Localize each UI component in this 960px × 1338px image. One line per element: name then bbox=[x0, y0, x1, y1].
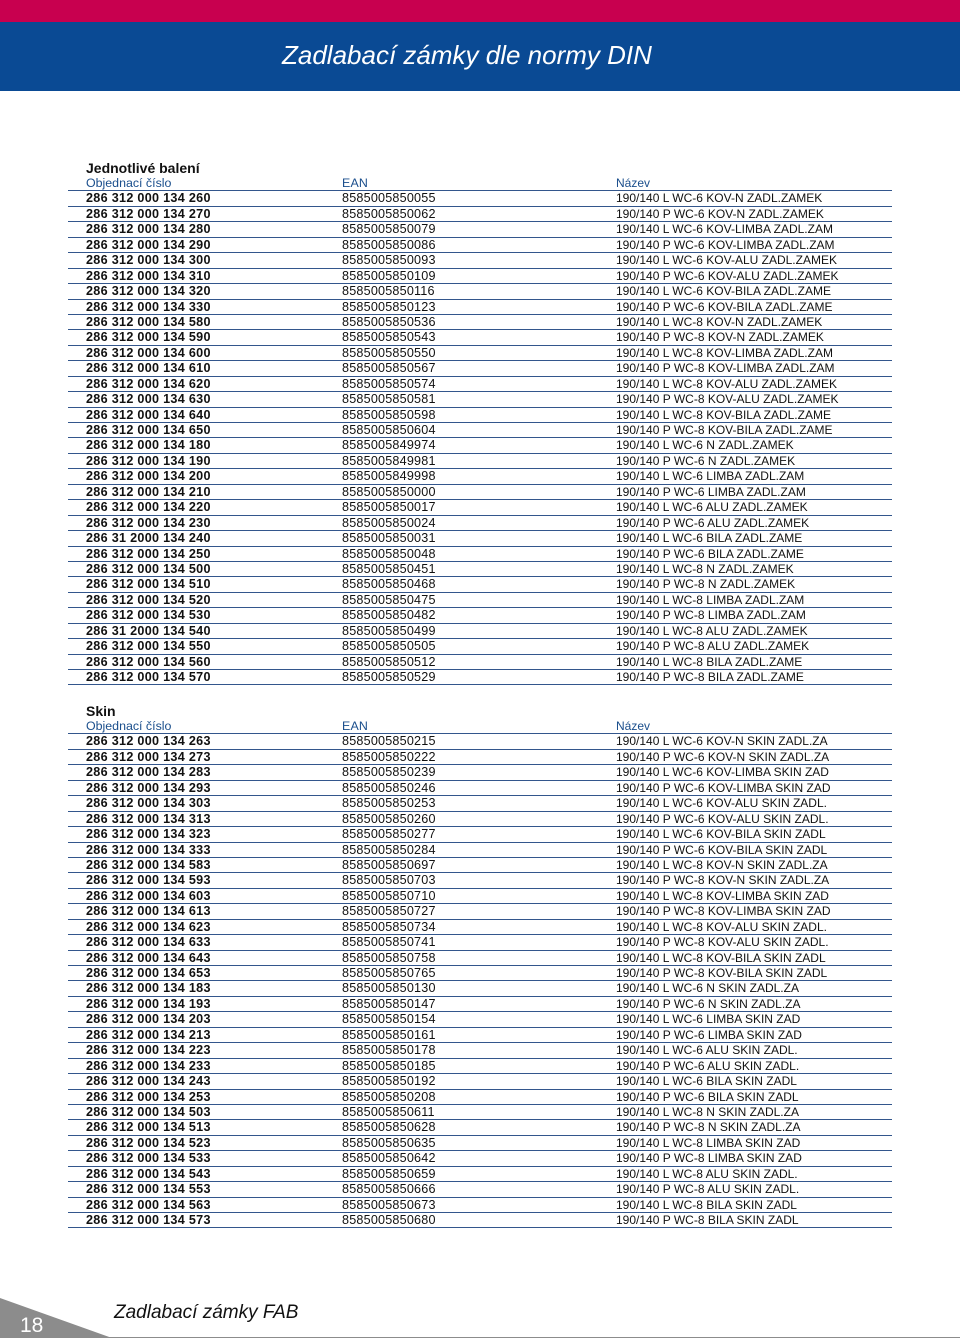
cell-name: 190/140 P WC-8 KOV-ALU SKIN ZADL. bbox=[616, 935, 829, 950]
cell-name: 190/140 L WC-8 KOV-ALU SKIN ZADL. bbox=[616, 919, 827, 934]
cell-name: 190/140 L WC-8 BILA ZADL.ZAME bbox=[616, 654, 803, 669]
cell-order-number: 286 312 000 134 303 bbox=[86, 796, 211, 811]
table-row bbox=[68, 750, 892, 765]
table-row bbox=[68, 1074, 892, 1089]
cell-ean: 8585005850031 bbox=[342, 531, 436, 546]
table-row bbox=[68, 547, 892, 562]
cell-order-number: 286 312 000 134 260 bbox=[86, 191, 211, 206]
cell-name: 190/140 L WC-6 LIMBA ZADL.ZAM bbox=[616, 469, 805, 484]
table-row bbox=[68, 500, 892, 515]
table-row bbox=[68, 812, 892, 827]
cell-ean: 8585005850505 bbox=[342, 639, 436, 654]
cell-name: 190/140 P WC-6 KOV-ALU SKIN ZADL. bbox=[616, 811, 829, 826]
cell-name: 190/140 L WC-8 BILA SKIN ZADL bbox=[616, 1197, 797, 1212]
cell-order-number: 286 312 000 134 640 bbox=[86, 407, 211, 422]
cell-order-number: 286 312 000 134 310 bbox=[86, 268, 211, 283]
table-row bbox=[68, 1105, 892, 1120]
table-row bbox=[68, 981, 892, 996]
table-row bbox=[68, 191, 892, 206]
cell-order-number: 286 312 000 134 560 bbox=[86, 654, 211, 669]
cell-name: 190/140 L WC-6 KOV-LIMBA SKIN ZAD bbox=[616, 765, 829, 780]
table-row bbox=[68, 624, 892, 639]
cell-name: 190/140 P WC-6 KOV-ALU ZADL.ZAMEK bbox=[616, 268, 839, 283]
table-row bbox=[68, 765, 892, 780]
page-title: Zadlabací zámky dle normy DIN bbox=[282, 40, 652, 70]
cell-order-number: 286 312 000 134 203 bbox=[86, 1012, 211, 1027]
section-title: Skin bbox=[86, 703, 116, 719]
cell-ean: 8585005850147 bbox=[342, 996, 436, 1011]
cell-name: 190/140 P WC-8 KOV-N SKIN ZADL.ZA bbox=[616, 873, 830, 888]
cell-name: 190/140 P WC-6 N ZADL.ZAMEK bbox=[616, 453, 796, 468]
cell-ean: 8585005849998 bbox=[342, 469, 436, 484]
cell-order-number: 286 312 000 134 223 bbox=[86, 1043, 211, 1058]
cell-ean: 8585005850154 bbox=[342, 1012, 436, 1027]
table-header bbox=[68, 719, 892, 734]
col-name: Název bbox=[616, 176, 651, 190]
cell-name: 190/140 P WC-6 KOV-LIMBA SKIN ZAD bbox=[616, 780, 831, 795]
cell-ean: 8585005850468 bbox=[342, 577, 436, 592]
cell-order-number: 286 312 000 134 613 bbox=[86, 904, 211, 919]
cell-ean: 8585005850628 bbox=[342, 1120, 436, 1135]
cell-name: 190/140 L WC-6 BILA ZADL.ZAME bbox=[616, 531, 803, 546]
cell-ean: 8585005850055 bbox=[342, 191, 436, 206]
table-row bbox=[68, 1059, 892, 1074]
cell-ean: 8585005850451 bbox=[342, 561, 436, 576]
cell-ean: 8585005850567 bbox=[342, 361, 436, 376]
cell-ean: 8585005850741 bbox=[342, 935, 436, 950]
cell-ean: 8585005850550 bbox=[342, 345, 436, 360]
table-row bbox=[68, 670, 892, 685]
table-row bbox=[68, 1182, 892, 1197]
cell-name: 190/140 P WC-6 KOV-BILA ZADL.ZAME bbox=[616, 299, 833, 314]
table-body bbox=[68, 734, 892, 1228]
cell-order-number: 286 312 000 134 630 bbox=[86, 392, 211, 407]
cell-name: 190/140 L WC-6 KOV-LIMBA ZADL.ZAM bbox=[616, 222, 833, 237]
cell-ean: 8585005850680 bbox=[342, 1213, 436, 1227]
cell-ean: 8585005850093 bbox=[342, 253, 436, 268]
cell-name: 190/140 L WC-6 BILA SKIN ZADL bbox=[616, 1074, 797, 1089]
cell-name: 190/140 L WC-6 KOV-BILA ZADL.ZAME bbox=[616, 284, 831, 299]
cell-order-number: 286 312 000 134 593 bbox=[86, 873, 211, 888]
cell-ean: 8585005850000 bbox=[342, 484, 436, 499]
cell-name: 190/140 L WC-6 KOV-N SKIN ZADL.ZA bbox=[616, 734, 828, 749]
cell-order-number: 286 312 000 134 320 bbox=[86, 284, 211, 299]
cell-name: 190/140 L WC-8 KOV-BILA ZADL.ZAME bbox=[616, 407, 831, 422]
cell-ean: 8585005850178 bbox=[342, 1043, 436, 1058]
cell-name: 190/140 P WC-8 KOV-LIMBA SKIN ZAD bbox=[616, 904, 831, 919]
table-row bbox=[68, 781, 892, 796]
cell-name: 190/140 L WC-8 KOV-N SKIN ZADL.ZA bbox=[616, 857, 828, 872]
cell-name: 190/140 L WC-6 KOV-ALU ZADL.ZAMEK bbox=[616, 253, 837, 268]
table-row bbox=[68, 889, 892, 904]
cell-order-number: 286 312 000 134 550 bbox=[86, 639, 211, 654]
table-header bbox=[68, 176, 892, 191]
table-row bbox=[68, 1151, 892, 1166]
cell-ean: 8585005850697 bbox=[342, 857, 436, 872]
cell-order-number: 286 312 000 134 643 bbox=[86, 950, 211, 965]
cell-order-number: 286 312 000 134 583 bbox=[86, 857, 211, 872]
cell-order-number: 286 312 000 134 250 bbox=[86, 546, 211, 561]
cell-ean: 8585005850079 bbox=[342, 222, 436, 237]
cell-ean: 8585005850604 bbox=[342, 423, 436, 437]
cell-ean: 8585005850574 bbox=[342, 376, 436, 391]
cell-name: 190/140 P WC-6 KOV-N SKIN ZADL.ZA bbox=[616, 749, 830, 764]
table-body bbox=[68, 191, 892, 685]
table-row bbox=[68, 858, 892, 873]
cell-name: 190/140 P WC-8 KOV-ALU ZADL.ZAMEK bbox=[616, 392, 839, 407]
table-row bbox=[68, 966, 892, 981]
table-row bbox=[68, 1213, 892, 1228]
footer-tab bbox=[0, 1298, 112, 1338]
cell-name: 190/140 L WC-8 LIMBA ZADL.ZAM bbox=[616, 592, 805, 607]
table-row bbox=[68, 562, 892, 577]
cell-order-number: 286 312 000 134 313 bbox=[86, 811, 211, 826]
table-row bbox=[68, 253, 892, 268]
cell-ean: 8585005850277 bbox=[342, 827, 436, 842]
cell-order-number: 286 312 000 134 650 bbox=[86, 423, 211, 437]
cell-ean: 8585005850260 bbox=[342, 811, 436, 826]
table-row bbox=[68, 330, 892, 345]
table-row bbox=[68, 300, 892, 315]
cell-ean: 8585005850499 bbox=[342, 623, 436, 638]
cell-ean: 8585005849974 bbox=[342, 438, 436, 453]
cell-name: 190/140 P WC-8 ALU ZADL.ZAMEK bbox=[616, 639, 810, 654]
cell-name: 190/140 L WC-8 KOV-LIMBA ZADL.ZAM bbox=[616, 345, 833, 360]
cell-ean: 8585005850666 bbox=[342, 1182, 436, 1197]
cell-name: 190/140 L WC-8 ALU ZADL.ZAMEK bbox=[616, 623, 808, 638]
cell-ean: 8585005850635 bbox=[342, 1135, 436, 1150]
cell-name: 190/140 P WC-8 ALU SKIN ZADL. bbox=[616, 1182, 800, 1197]
cell-order-number: 286 312 000 134 300 bbox=[86, 253, 211, 268]
table-row bbox=[68, 951, 892, 966]
page-number: 18 bbox=[20, 1314, 44, 1337]
table-row bbox=[68, 920, 892, 935]
cell-ean: 8585005850062 bbox=[342, 206, 436, 221]
cell-ean: 8585005850253 bbox=[342, 796, 436, 811]
table-row bbox=[68, 531, 892, 546]
cell-order-number: 286 312 000 134 200 bbox=[86, 469, 211, 484]
cell-name: 190/140 P WC-6 N SKIN ZADL.ZA bbox=[616, 996, 801, 1011]
cell-order-number: 286 312 000 134 503 bbox=[86, 1104, 211, 1119]
cell-order-number: 286 312 000 134 270 bbox=[86, 206, 211, 221]
table-row bbox=[68, 1028, 892, 1043]
table-row bbox=[68, 904, 892, 919]
cell-ean: 8585005850543 bbox=[342, 330, 436, 345]
cell-ean: 8585005850048 bbox=[342, 546, 436, 561]
cell-name: 190/140 L WC-8 ALU SKIN ZADL. bbox=[616, 1166, 798, 1181]
cell-ean: 8585005850598 bbox=[342, 407, 436, 422]
cell-name: 190/140 P WC-6 ALU ZADL.ZAMEK bbox=[616, 515, 810, 530]
cell-ean: 8585005850116 bbox=[342, 284, 435, 299]
table-row bbox=[68, 843, 892, 858]
cell-name: 190/140 P WC-6 LIMBA ZADL.ZAM bbox=[616, 484, 806, 499]
col-order-number: Objednací číslo bbox=[86, 719, 172, 733]
cell-ean: 8585005850284 bbox=[342, 842, 436, 857]
cell-name: 190/140 P WC-6 KOV-BILA SKIN ZADL bbox=[616, 842, 828, 857]
footer-title: Zadlabací zámky FAB bbox=[114, 1302, 299, 1323]
cell-order-number: 286 312 000 134 233 bbox=[86, 1058, 211, 1073]
cell-name: 190/140 P WC-8 KOV-LIMBA ZADL.ZAM bbox=[616, 361, 835, 376]
cell-order-number: 286 312 000 134 533 bbox=[86, 1151, 211, 1166]
cell-order-number: 286 312 000 134 573 bbox=[86, 1213, 211, 1227]
cell-order-number: 286 312 000 134 210 bbox=[86, 484, 211, 499]
cell-order-number: 286 312 000 134 330 bbox=[86, 299, 211, 314]
cell-order-number: 286 312 000 134 580 bbox=[86, 314, 211, 329]
table-row bbox=[68, 361, 892, 376]
table-row bbox=[68, 997, 892, 1012]
table-row bbox=[68, 392, 892, 407]
section-title: Jednotlivé balení bbox=[86, 160, 200, 176]
cell-ean: 8585005850161 bbox=[342, 1027, 436, 1042]
table-row bbox=[68, 469, 892, 484]
cell-order-number: 286 312 000 134 510 bbox=[86, 577, 211, 592]
cell-order-number: 286 312 000 134 590 bbox=[86, 330, 211, 345]
cell-name: 190/140 L WC-8 N ZADL.ZAMEK bbox=[616, 561, 794, 576]
cell-name: 190/140 P WC-6 BILA SKIN ZADL bbox=[616, 1089, 799, 1104]
cell-ean: 8585005850109 bbox=[342, 268, 436, 283]
col-ean: EAN bbox=[342, 719, 369, 733]
cell-name: 190/140 P WC-6 BILA ZADL.ZAME bbox=[616, 546, 804, 561]
cell-ean: 8585005850024 bbox=[342, 515, 436, 530]
cell-ean: 8585005850758 bbox=[342, 950, 436, 965]
cell-order-number: 286 312 000 134 530 bbox=[86, 608, 211, 623]
table-row bbox=[68, 238, 892, 253]
table-row bbox=[68, 608, 892, 623]
cell-order-number: 286 312 000 134 290 bbox=[86, 237, 211, 252]
table-row bbox=[68, 1120, 892, 1135]
table-row bbox=[68, 639, 892, 654]
cell-ean: 8585005850611 bbox=[342, 1104, 435, 1119]
table-row bbox=[68, 734, 892, 749]
table-row bbox=[68, 1167, 892, 1182]
cell-ean: 8585005850192 bbox=[342, 1074, 436, 1089]
cell-ean: 8585005850482 bbox=[342, 608, 436, 623]
page-header bbox=[0, 22, 960, 91]
cell-name: 190/140 L WC-6 ALU ZADL.ZAMEK bbox=[616, 500, 808, 515]
table-row bbox=[68, 346, 892, 361]
table-row bbox=[68, 516, 892, 531]
cell-name: 190/140 P WC-8 KOV-BILA ZADL.ZAME bbox=[616, 423, 833, 437]
table-row bbox=[68, 796, 892, 811]
table-row bbox=[68, 593, 892, 608]
cell-name: 190/140 L WC-8 LIMBA SKIN ZAD bbox=[616, 1135, 801, 1150]
cell-order-number: 286 312 000 134 333 bbox=[86, 842, 211, 857]
cell-order-number: 286 312 000 134 213 bbox=[86, 1027, 211, 1042]
table-row bbox=[68, 1012, 892, 1027]
cell-name: 190/140 L WC-8 KOV-LIMBA SKIN ZAD bbox=[616, 888, 829, 903]
cell-ean: 8585005850017 bbox=[342, 500, 436, 515]
cell-ean: 8585005850765 bbox=[342, 966, 436, 980]
cell-name: 190/140 L WC-6 LIMBA SKIN ZAD bbox=[616, 1012, 801, 1027]
table-row bbox=[68, 655, 892, 670]
cell-order-number: 286 312 000 134 280 bbox=[86, 222, 211, 237]
cell-order-number: 286 312 000 134 603 bbox=[86, 888, 211, 903]
cell-name: 190/140 P WC-6 LIMBA SKIN ZAD bbox=[616, 1027, 802, 1042]
cell-name: 190/140 L WC-8 KOV-N ZADL.ZAMEK bbox=[616, 314, 823, 329]
table-row bbox=[68, 1136, 892, 1151]
cell-name: 190/140 P WC-8 BILA ZADL.ZAME bbox=[616, 670, 804, 684]
table-row bbox=[68, 1090, 892, 1105]
cell-order-number: 286 312 000 134 500 bbox=[86, 561, 211, 576]
cell-order-number: 286 312 000 134 520 bbox=[86, 592, 211, 607]
cell-order-number: 286 312 000 134 570 bbox=[86, 670, 211, 684]
cell-ean: 8585005850659 bbox=[342, 1166, 436, 1181]
table-row bbox=[68, 454, 892, 469]
cell-ean: 8585005850536 bbox=[342, 314, 436, 329]
cell-name: 190/140 P WC-8 BILA SKIN ZADL bbox=[616, 1213, 799, 1227]
cell-ean: 8585005850703 bbox=[342, 873, 436, 888]
table-row bbox=[68, 222, 892, 237]
table-row bbox=[68, 408, 892, 423]
cell-order-number: 286 31 2000 134 540 bbox=[86, 623, 211, 638]
cell-name: 190/140 P WC-6 KOV-LIMBA ZADL.ZAM bbox=[616, 237, 835, 252]
cell-order-number: 286 312 000 134 543 bbox=[86, 1166, 211, 1181]
cell-name: 190/140 P WC-6 KOV-N ZADL.ZAMEK bbox=[616, 206, 824, 221]
table-row bbox=[68, 269, 892, 284]
cell-order-number: 286 312 000 134 243 bbox=[86, 1074, 211, 1089]
table-row bbox=[68, 438, 892, 453]
cell-ean: 8585005850512 bbox=[342, 654, 436, 669]
table-row bbox=[68, 284, 892, 299]
cell-name: 190/140 L WC-8 KOV-BILA SKIN ZADL bbox=[616, 950, 826, 965]
table-row bbox=[68, 485, 892, 500]
table-row bbox=[68, 827, 892, 842]
table-row bbox=[68, 377, 892, 392]
cell-name: 190/140 P WC-8 LIMBA SKIN ZAD bbox=[616, 1151, 802, 1166]
table-row bbox=[68, 935, 892, 950]
col-order-number: Objednací číslo bbox=[86, 176, 172, 190]
cell-order-number: 286 312 000 134 633 bbox=[86, 935, 211, 950]
cell-name: 190/140 P WC-8 N ZADL.ZAMEK bbox=[616, 577, 796, 592]
cell-name: 190/140 L WC-6 N SKIN ZADL.ZA bbox=[616, 981, 799, 996]
cell-name: 190/140 P WC-8 KOV-N ZADL.ZAMEK bbox=[616, 330, 824, 345]
cell-ean: 8585005850710 bbox=[342, 888, 436, 903]
cell-name: 190/140 L WC-8 KOV-ALU ZADL.ZAMEK bbox=[616, 376, 837, 391]
cell-order-number: 286 312 000 134 620 bbox=[86, 376, 211, 391]
table-row bbox=[68, 577, 892, 592]
cell-ean: 8585005850222 bbox=[342, 749, 436, 764]
table-row bbox=[68, 1198, 892, 1213]
cell-ean: 8585005850185 bbox=[342, 1058, 436, 1073]
cell-order-number: 286 312 000 134 230 bbox=[86, 515, 211, 530]
cell-order-number: 286 312 000 134 523 bbox=[86, 1135, 211, 1150]
cell-ean: 8585005850239 bbox=[342, 765, 436, 780]
cell-order-number: 286 312 000 134 180 bbox=[86, 438, 211, 453]
table-row bbox=[68, 315, 892, 330]
cell-order-number: 286 312 000 134 253 bbox=[86, 1089, 211, 1104]
table-row bbox=[68, 873, 892, 888]
cell-ean: 8585005850086 bbox=[342, 237, 436, 252]
cell-ean: 8585005850581 bbox=[342, 392, 436, 407]
cell-ean: 8585005850208 bbox=[342, 1089, 436, 1104]
cell-ean: 8585005850246 bbox=[342, 780, 436, 795]
cell-order-number: 286 312 000 134 600 bbox=[86, 345, 211, 360]
cell-ean: 8585005850475 bbox=[342, 592, 436, 607]
cell-name: 190/140 L WC-8 N SKIN ZADL.ZA bbox=[616, 1104, 799, 1119]
cell-name: 190/140 L WC-6 KOV-N ZADL.ZAMEK bbox=[616, 191, 823, 206]
cell-name: 190/140 L WC-6 KOV-ALU SKIN ZADL. bbox=[616, 796, 827, 811]
cell-ean: 8585005849981 bbox=[342, 453, 436, 468]
cell-ean: 8585005850123 bbox=[342, 299, 436, 314]
cell-order-number: 286 312 000 134 513 bbox=[86, 1120, 211, 1135]
top-accent-stripe bbox=[0, 0, 960, 22]
cell-ean: 8585005850215 bbox=[342, 734, 436, 749]
cell-ean: 8585005850673 bbox=[342, 1197, 436, 1212]
cell-name: 190/140 L WC-6 KOV-BILA SKIN ZADL bbox=[616, 827, 826, 842]
cell-order-number: 286 312 000 134 273 bbox=[86, 749, 211, 764]
cell-ean: 8585005850529 bbox=[342, 670, 436, 684]
cell-order-number: 286 312 000 134 610 bbox=[86, 361, 211, 376]
cell-order-number: 286 312 000 134 293 bbox=[86, 780, 211, 795]
cell-ean: 8585005850642 bbox=[342, 1151, 436, 1166]
table-row bbox=[68, 423, 892, 438]
cell-name: 190/140 L WC-6 ALU SKIN ZADL. bbox=[616, 1043, 798, 1058]
cell-order-number: 286 312 000 134 183 bbox=[86, 981, 211, 996]
cell-order-number: 286 312 000 134 563 bbox=[86, 1197, 211, 1212]
cell-name: 190/140 P WC-8 N SKIN ZADL.ZA bbox=[616, 1120, 801, 1135]
cell-order-number: 286 312 000 134 553 bbox=[86, 1182, 211, 1197]
cell-ean: 8585005850727 bbox=[342, 904, 436, 919]
table-row bbox=[68, 1043, 892, 1058]
cell-order-number: 286 312 000 134 623 bbox=[86, 919, 211, 934]
cell-name: 190/140 P WC-8 LIMBA ZADL.ZAM bbox=[616, 608, 806, 623]
section-skin bbox=[68, 704, 892, 1228]
cell-name: 190/140 P WC-6 ALU SKIN ZADL. bbox=[616, 1058, 800, 1073]
cell-order-number: 286 312 000 134 323 bbox=[86, 827, 211, 842]
cell-order-number: 286 312 000 134 193 bbox=[86, 996, 211, 1011]
section-single-pack bbox=[68, 161, 892, 685]
cell-order-number: 286 312 000 134 220 bbox=[86, 500, 211, 515]
cell-order-number: 286 31 2000 134 240 bbox=[86, 531, 211, 546]
cell-order-number: 286 312 000 134 263 bbox=[86, 734, 211, 749]
cell-name: 190/140 P WC-8 KOV-BILA SKIN ZADL bbox=[616, 966, 828, 980]
cell-order-number: 286 312 000 134 653 bbox=[86, 966, 211, 980]
col-ean: EAN bbox=[342, 176, 369, 190]
col-name: Název bbox=[616, 719, 651, 733]
cell-name: 190/140 L WC-6 N ZADL.ZAMEK bbox=[616, 438, 794, 453]
cell-order-number: 286 312 000 134 190 bbox=[86, 453, 211, 468]
cell-order-number: 286 312 000 134 283 bbox=[86, 765, 211, 780]
cell-ean: 8585005850130 bbox=[342, 981, 436, 996]
cell-ean: 8585005850734 bbox=[342, 919, 436, 934]
table-row bbox=[68, 207, 892, 222]
